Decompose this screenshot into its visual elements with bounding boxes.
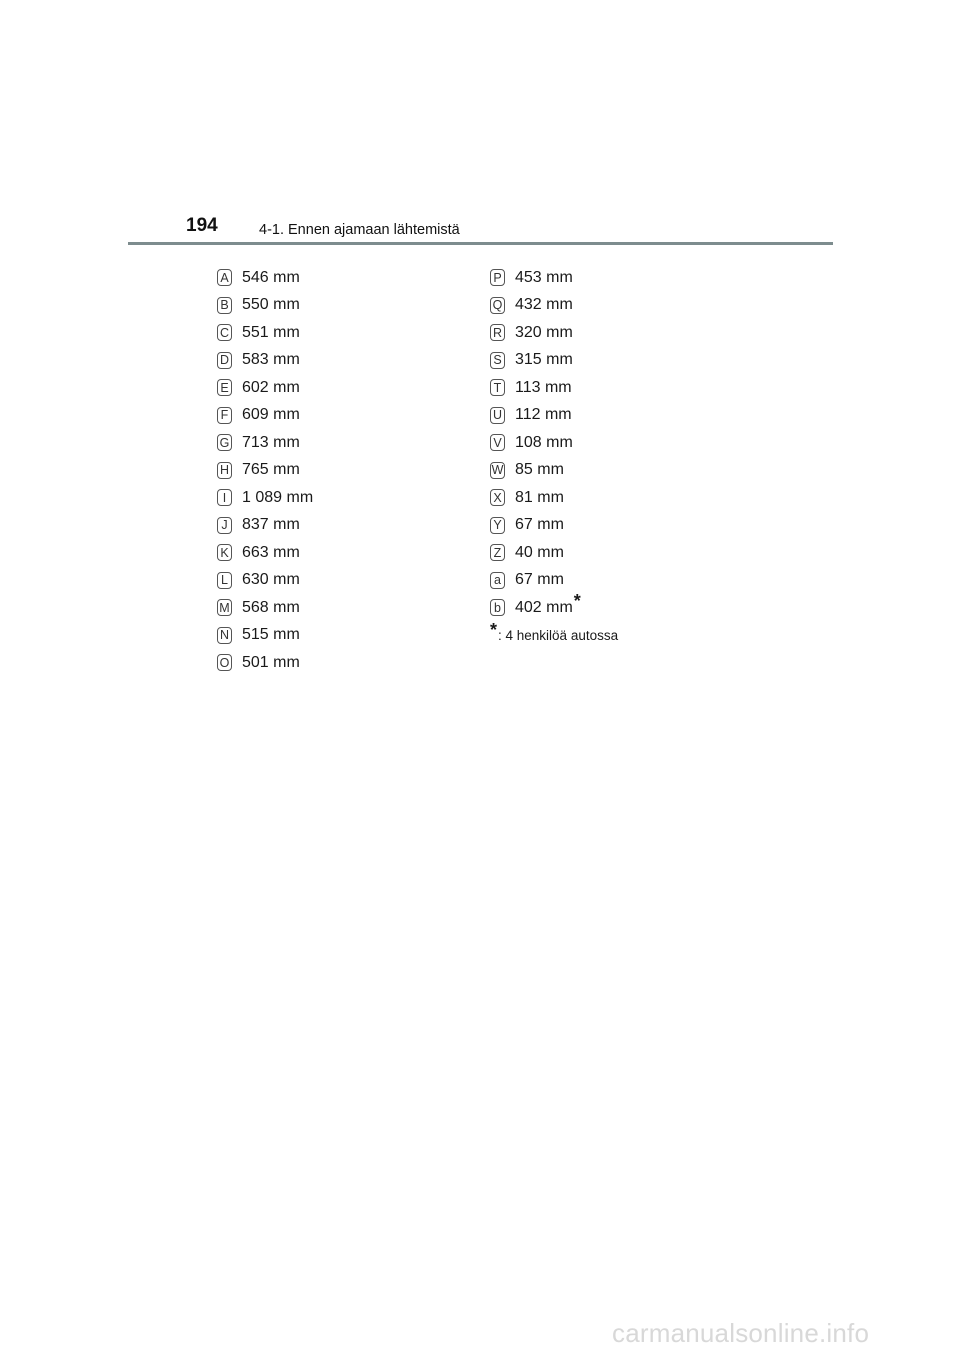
label-badge: Q <box>490 297 505 314</box>
footnote <box>490 619 619 650</box>
label-badge: Y <box>490 517 505 534</box>
label-badge: A <box>217 269 232 286</box>
measurement-value: 765 mm <box>242 461 300 479</box>
measurement-row <box>490 567 618 595</box>
measurement-row <box>490 591 618 622</box>
measurement-value: 320 mm <box>515 323 573 341</box>
measurement-row <box>217 347 313 375</box>
measurement-row <box>217 264 313 292</box>
measurement-value: 112 mm <box>515 406 572 424</box>
measurement-row <box>217 319 313 347</box>
measurement-value: 40 mm <box>515 543 564 561</box>
measurement-value: 67 mm <box>515 571 564 589</box>
measurement-value: 453 mm <box>515 268 573 286</box>
measurement-row <box>217 622 313 650</box>
measurement-value: 67 mm <box>515 516 564 534</box>
label-badge: W <box>491 463 504 477</box>
label-badge: X <box>490 489 505 506</box>
label-badge: I <box>217 489 232 506</box>
label-badge: H <box>217 462 232 479</box>
watermark: carmanualsonline.info <box>612 1318 870 1348</box>
measurement-row <box>217 292 313 320</box>
measurement-value: 546 mm <box>242 268 300 286</box>
measurement-row <box>490 512 618 540</box>
right-measurement-list <box>490 264 618 649</box>
measurement-value: 1 089 mm <box>242 488 314 506</box>
label-badge: N <box>217 627 232 644</box>
measurement-row <box>217 374 313 402</box>
measurement-row <box>490 484 618 512</box>
label-badge: P <box>490 269 505 286</box>
measurement-row <box>217 539 313 567</box>
left-measurement-list <box>217 264 313 677</box>
measurement-row <box>490 292 618 320</box>
measurement-row <box>217 484 313 512</box>
footnote-marker: * <box>573 591 581 612</box>
measurement-row <box>217 594 313 622</box>
measurement-row <box>217 429 313 457</box>
section-title: 4-1. Ennen ajamaan lähtemistä <box>259 222 460 238</box>
label-badge: U <box>490 407 505 424</box>
measurement-value: 315 mm <box>515 351 573 369</box>
label-badge: V <box>490 434 505 451</box>
measurement-value: 713 mm <box>242 433 300 451</box>
measurement-row <box>490 347 618 375</box>
measurement-value: 630 mm <box>242 571 300 589</box>
label-badge: b <box>490 599 505 616</box>
label-badge: F <box>217 407 232 424</box>
label-badge: C <box>217 324 232 341</box>
label-badge: D <box>217 352 232 369</box>
page-number: 194 <box>186 215 218 236</box>
measurement-row <box>490 429 618 457</box>
label-badge: M <box>217 599 232 616</box>
measurement-row <box>490 402 618 430</box>
label-badge: G <box>217 434 232 451</box>
measurement-row <box>217 567 313 595</box>
measurement-value: 837 mm <box>242 516 300 534</box>
measurement-value: 550 mm <box>242 296 300 314</box>
measurement-row <box>490 457 618 485</box>
measurement-value: 568 mm <box>242 598 300 616</box>
footnote-star: * <box>490 619 498 640</box>
measurement-row <box>490 264 618 292</box>
measurement-value: 81 mm <box>515 488 564 506</box>
measurement-value: 402 mm <box>515 598 573 616</box>
label-badge: T <box>490 379 505 396</box>
label-badge: O <box>217 654 232 671</box>
footnote-text: : 4 henkilöä autossa <box>498 627 619 643</box>
measurement-value: 501 mm <box>242 653 300 671</box>
label-badge: E <box>217 379 232 396</box>
label-badge: B <box>217 297 232 314</box>
measurement-row <box>217 402 313 430</box>
label-badge: J <box>217 517 232 534</box>
measurement-row <box>490 374 618 402</box>
header-rule <box>128 242 833 245</box>
label-badge: K <box>217 544 232 561</box>
measurement-value: 432 mm <box>515 296 573 314</box>
label-badge: S <box>490 352 505 369</box>
measurement-value: 583 mm <box>242 351 300 369</box>
measurement-row <box>490 539 618 567</box>
measurement-row <box>217 649 313 677</box>
measurement-row <box>217 512 313 540</box>
label-badge: L <box>217 572 232 589</box>
measurement-value: 113 mm <box>515 378 572 396</box>
measurement-value: 108 mm <box>515 433 573 451</box>
measurement-value: 602 mm <box>242 378 300 396</box>
label-badge: Z <box>490 544 505 561</box>
measurement-value: 609 mm <box>242 406 300 424</box>
measurement-value: 85 mm <box>515 461 564 479</box>
label-badge: a <box>490 572 505 589</box>
measurement-value: 551 mm <box>242 323 300 341</box>
measurement-row <box>490 319 618 347</box>
measurement-value: 515 mm <box>242 626 300 644</box>
label-badge: R <box>490 324 505 341</box>
measurement-value: 663 mm <box>242 543 300 561</box>
measurement-row <box>217 457 313 485</box>
